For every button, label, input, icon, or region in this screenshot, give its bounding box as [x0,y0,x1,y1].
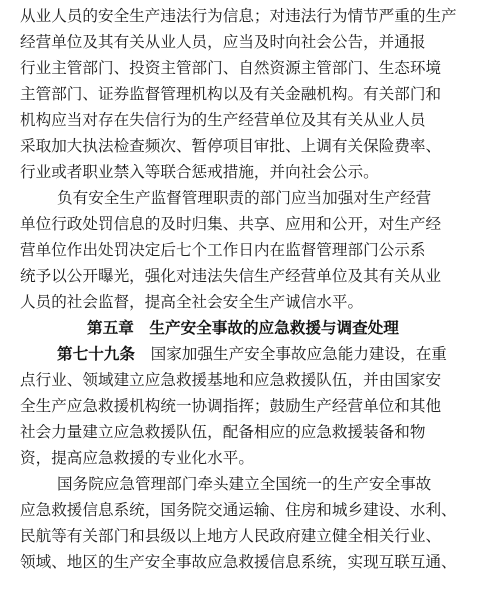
paragraph-4-line-2: 应急救援信息系统，国务院交通运输、住房和城乡建设、水利、 [20,501,457,519]
article-79-spacer [135,345,151,363]
article-79-label: 第七十九条 [57,344,135,363]
paragraph-2-line-1: 负有安全生产监督管理职责的部门应当加强对生产经营 [57,189,432,207]
paragraph-1-line-4: 主管部门、证券监督管理机构以及有关金融机构。有关部门和 [20,85,442,103]
chapter-heading: 第五章 生产安全事故的应急救援与调查处理 [87,318,399,337]
paragraph-2-line-4: 统予以公开曝光，强化对违法失信生产经营单位及其有关从业 [20,267,442,285]
paragraph-4-line-4: 领域、地区的生产安全事故应急救援信息系统，实现互联互通、 [20,553,457,571]
article-79-line-5: 资，提高应急救援的专业化水平。 [20,449,254,467]
paragraph-4-line-3: 民航等有关部门和县级以上地方人民政府建立健全相关行业、 [20,527,442,545]
paragraph-1-line-6: 采取加大执法检查频次、暂停项目审批、上调有关保险费率、 [20,137,442,155]
paragraph-1-line-1: 从业人员的安全生产违法行为信息；对违法行为情节严重的生产 [20,7,457,25]
article-79-line-4: 社会力量建立应急救援队伍，配备相应的应急救援装备和物 [20,423,426,441]
paragraph-1-line-5: 机构应当对存在失信行为的生产经营单位及其有关从业人员 [20,111,426,129]
paragraph-2-line-2: 单位行政处罚信息的及时归集、共享、应用和公开，对生产经 [20,215,442,233]
article-79-first-line-text: 国家加强生产安全事故应急能力建设，在重 [150,345,447,363]
article-79-line-3: 全生产应急救援机构统一协调指挥；鼓励生产经营单位和其他 [20,397,442,415]
paragraph-1-line-3: 行业主管部门、投资主管部门、自然资源主管部门、生态环境 [20,59,442,77]
paragraph-2-line-3: 营单位作出处罚决定后七个工作日内在监督管理部门公示系 [20,241,426,259]
paragraph-1-line-2: 经营单位及其有关从业人员，应当及时向社会公告，并通报 [20,33,426,51]
paragraph-4-line-1: 国务院应急管理部门牵头建立全国统一的生产安全事故 [57,475,432,493]
paragraph-2-line-5: 人员的社会监督，提高全社会安全生产诚信水平。 [20,293,364,311]
article-79-line-2: 点行业、领域建立应急救援基地和应急救援队伍，并由国家安 [20,371,442,389]
paragraph-1-line-7: 行业或者职业禁入等联合惩戒措施，并向社会公示。 [20,163,379,181]
article-79-line-1 [0,341,501,367]
